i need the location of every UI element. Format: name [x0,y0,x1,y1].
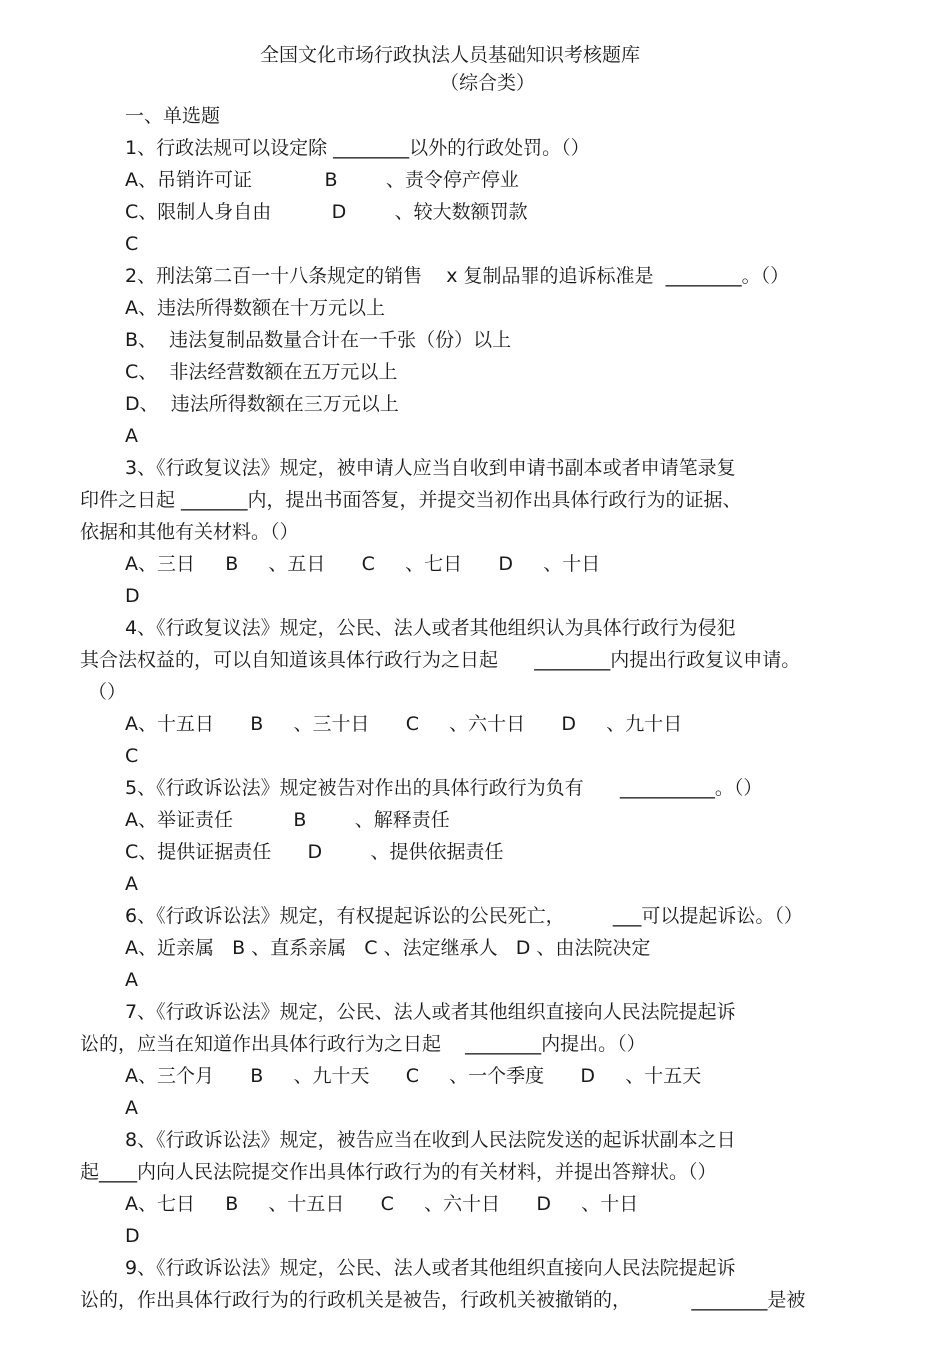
text-line: C [125,745,139,767]
text-line: A [125,425,138,447]
text-line: 2、刑法第二百一十八条规定的销售 x 复制品罪的追诉标准是 ________。（） [125,265,790,287]
text-line: D、 违法所得数额在三万元以上 [125,393,399,415]
text-line: 6、《行政诉讼法》规定，有权提起诉讼的公民死亡， ___可以提起诉讼。（） [125,905,803,927]
text-line: 7、《行政诉讼法》规定，公民、法人或者其他组织直接向人民法院提起诉 [125,1001,736,1023]
text-line: 1、行政法规可以设定除 ________以外的行政处罚。（） [125,137,590,159]
text-line: A [125,969,138,991]
text-line: C [125,233,139,255]
text-line: A、举证责任 B 、解释责任 [125,809,450,831]
text-line: A、近亲属 B 、直系亲属 C 、法定继承人 D 、由法院决定 [125,937,651,959]
text-line: 8、《行政诉讼法》规定，被告应当在收到人民法院发送的起诉状副本之日 [125,1129,736,1151]
text-line: D [125,585,140,607]
text-line: A、十五日 B 、三十日 C 、六十日 D 、九十日 [125,713,683,735]
text-line: 讼的，作出具体行政行为的行政机关是被告，行政机关被撤销的， ________是被 [80,1289,806,1311]
text-line: 印件之日起 _______内，提出书面答复，并提交当初作出具体行政行为的证据、 [80,489,742,511]
text-line: A、吊销许可证 B 、责令停产停业 [125,169,519,191]
text-line: A、违法所得数额在十万元以上 [125,297,385,319]
text-line: C、提供证据责任 D 、提供依据责任 [125,841,504,863]
text-line: C、限制人身自由 D 、较大数额罚款 [125,201,528,223]
text-line: 9、《行政诉讼法》规定，公民、法人或者其他组织直接向人民法院提起诉 [125,1257,736,1279]
text-line: B、 违法复制品数量合计在一千张（份）以上 [125,329,512,351]
text-line: A [125,1097,138,1119]
page-subtitle: （综合类） [440,72,536,94]
text-line: 讼的，应当在知道作出具体行政行为之日起 ________内提出。（） [80,1033,646,1055]
text-line: A、三日 B 、五日 C 、七日 D 、十日 [125,553,601,575]
text-line: A、七日 B 、十五日 C 、六十日 D 、十日 [125,1193,639,1215]
text-line: 4、《行政复议法》规定，公民、法人或者其他组织认为具体行政行为侵犯 [125,617,736,639]
text-line: 其合法权益的，可以自知道该具体行政行为之日起 ________内提出行政复议申请。 [80,649,801,671]
text-line: （） [88,681,127,703]
text-line: C、 非法经营数额在五万元以上 [125,361,398,383]
section-heading: 一、单选题 [125,105,221,127]
text-line: 依据和其他有关材料。（） [80,521,299,543]
page-title: 全国文化市场行政执法人员基础知识考核题库 [260,44,641,66]
text-line: D [125,1225,140,1247]
text-line: A [125,873,138,895]
text-line: 5、《行政诉讼法》规定被告对作出的具体行政行为负有 __________。（） [125,777,763,799]
text-line: 3、《行政复议法》规定，被申请人应当自收到申请书副本或者申请笔录复 [125,457,736,479]
text-line: A、三个月 B 、九十天 C 、一个季度 D 、十五天 [125,1065,702,1087]
text-line: 起____内向人民法院提交作出具体行政行为的有关材料，并提出答辩状。（） [80,1161,717,1183]
